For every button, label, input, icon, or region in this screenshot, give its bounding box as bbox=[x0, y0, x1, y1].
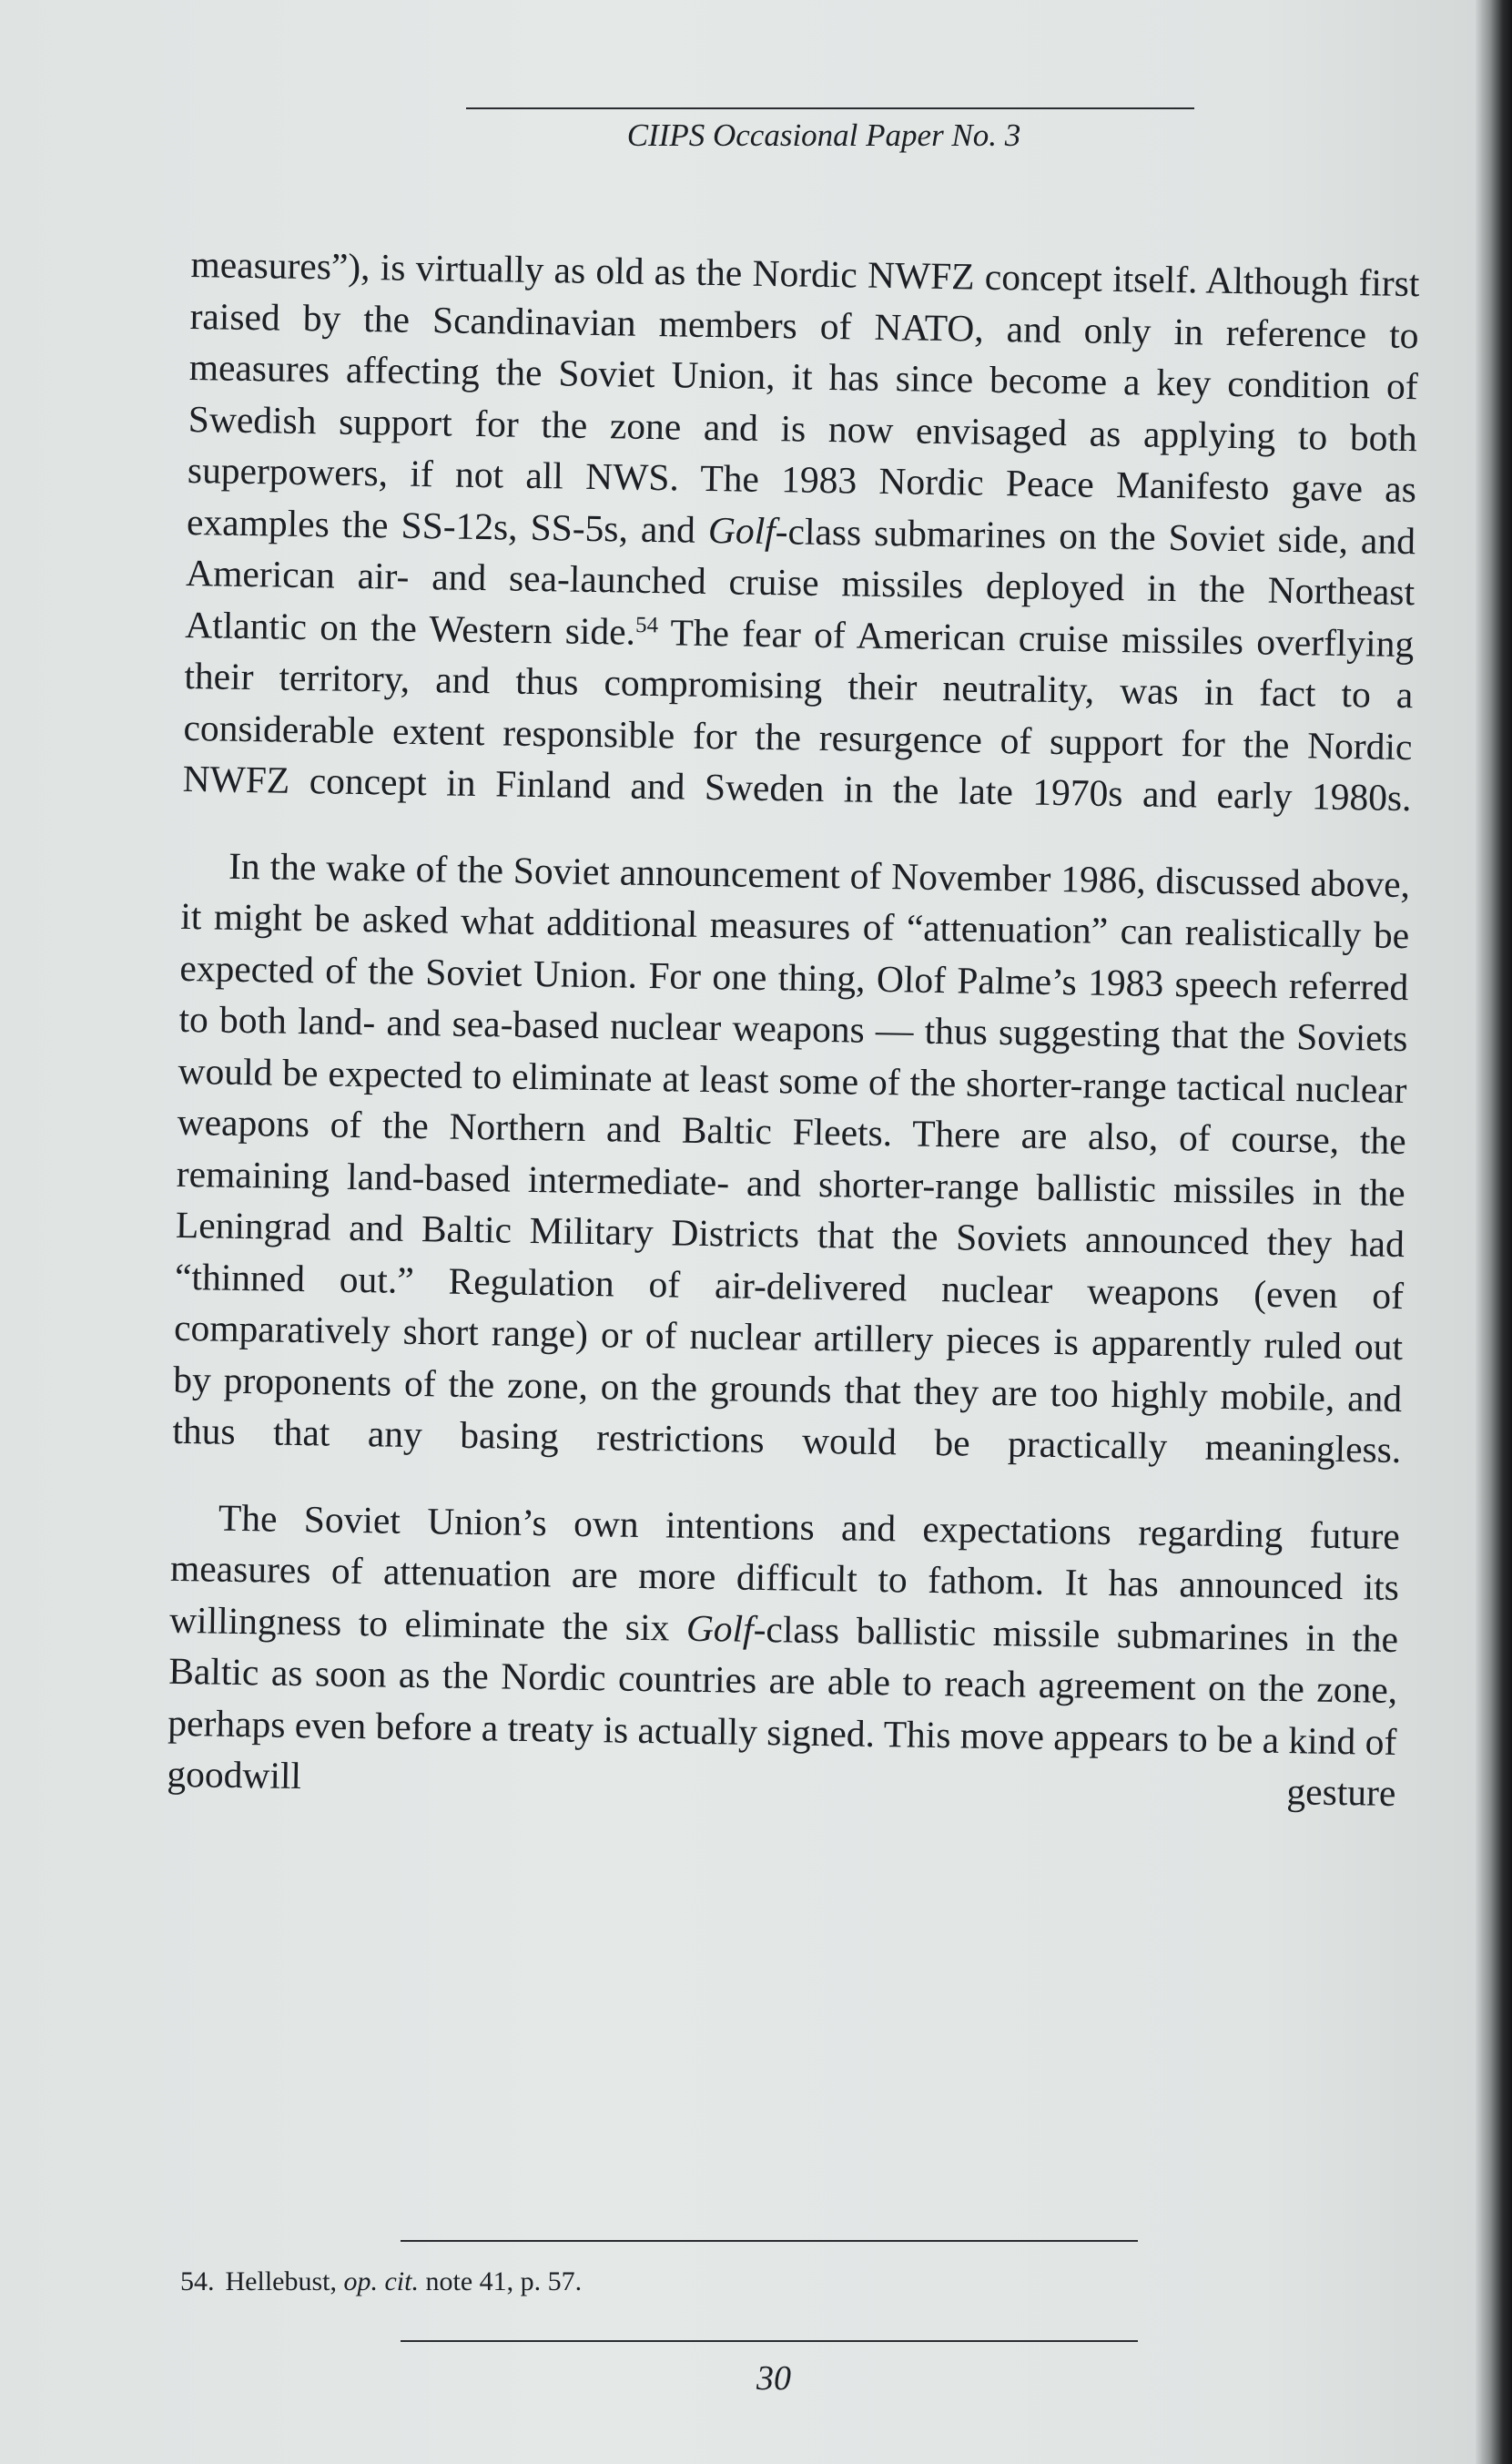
running-head: CIIPS Occasional Paper No. 3 bbox=[626, 117, 1021, 153]
paragraph-1-text-c: The fear of American cruise missiles overflying their territory, and thus compromising their neutrality, was in fact to a considerable extent responsible for the resurgence of support for the Nordic NWFZ concept in Finland and Sweden in the late 1970s and early 1980s. bbox=[182, 610, 1415, 820]
footnote-author: Hellebust, bbox=[225, 2266, 344, 2296]
footnote-reference[interactable]: 54 bbox=[634, 612, 659, 637]
body-text bbox=[167, 239, 1420, 1818]
footnote-rule bbox=[401, 2240, 1138, 2242]
footnote-number: 54. bbox=[180, 2266, 215, 2296]
paragraph-3-text-b: -class ballistic missile submarines in the Baltic as soon as the Nordic countries are able to reach agreement on the zone, perhaps even before a treaty is actually signed. This move appears to be a kind of goodwill gesture bbox=[167, 1607, 1399, 1814]
paragraph-3-text-a: The Soviet Union’s own intentions and expectations regarding future measures of attenuation are more difficult to fathom. It has announced its willingness to eliminate the six bbox=[168, 1496, 1401, 1649]
paragraph-2-text: In the wake of the Soviet announcement of November 1986, discussed above, it might be asked what additional measures of “attenuation” can realistically be expected of the Soviet Union. For one thing, Olof Palme’s 1983 speech referred to both land- and sea-based nuclear weapons — thus suggesting that the Soviets would be expected to eliminate at least some of the shorter-range tactical nuclear weapons of the Northern and Baltic Fleets. There are also, of course, the remaining land-based intermediate- and shorter-range ballistic missiles in the Leningrad and Baltic Military Districts that the Soviets announced they had “thinned out.” Regulation of air-delivered nuclear weapons (even of comparatively short range) or of nuclear artillery pieces is apparently ruled out by proponents of the zone, on the grounds that they are too highly mobile, and thus that any basing restrictions would be practically meaningless. bbox=[172, 844, 1411, 1471]
paragraph-1 bbox=[182, 239, 1420, 824]
footnote-op-cit: op. cit. bbox=[343, 2266, 419, 2296]
paragraph-1-text-b: -class submarines on the Soviet side, and American air- and sea-launched cruise missiles deployed in the Northeast Atlantic on the Western side. bbox=[184, 509, 1416, 653]
page-number: 30 bbox=[756, 2359, 791, 2398]
header-rule bbox=[466, 107, 1194, 109]
paragraph-3-italic: Golf bbox=[685, 1606, 755, 1650]
footnote bbox=[180, 2265, 582, 2298]
paragraph-2 bbox=[172, 839, 1410, 1475]
book-spine-shadow bbox=[1476, 0, 1512, 2464]
paragraph-1-italic: Golf bbox=[707, 508, 776, 552]
footnote-rest: note 41, p. 57. bbox=[418, 2266, 583, 2296]
footer-rule bbox=[401, 2340, 1138, 2342]
paragraph-1-text-a: measures”), is virtually as old as the Nordic NWFZ concept itself. Although first raised by the Scandinavian members of NATO, and only in reference to measures affecting the Soviet Union, it has since become a key condition of Swedish support for the zone and is now envisaged as applying to both superpowers, if not all NWS. The 1983 Nordic Peace Manifesto gave as examples the SS-12s, SS-5s, and bbox=[186, 242, 1420, 551]
paragraph-3 bbox=[167, 1491, 1400, 1818]
